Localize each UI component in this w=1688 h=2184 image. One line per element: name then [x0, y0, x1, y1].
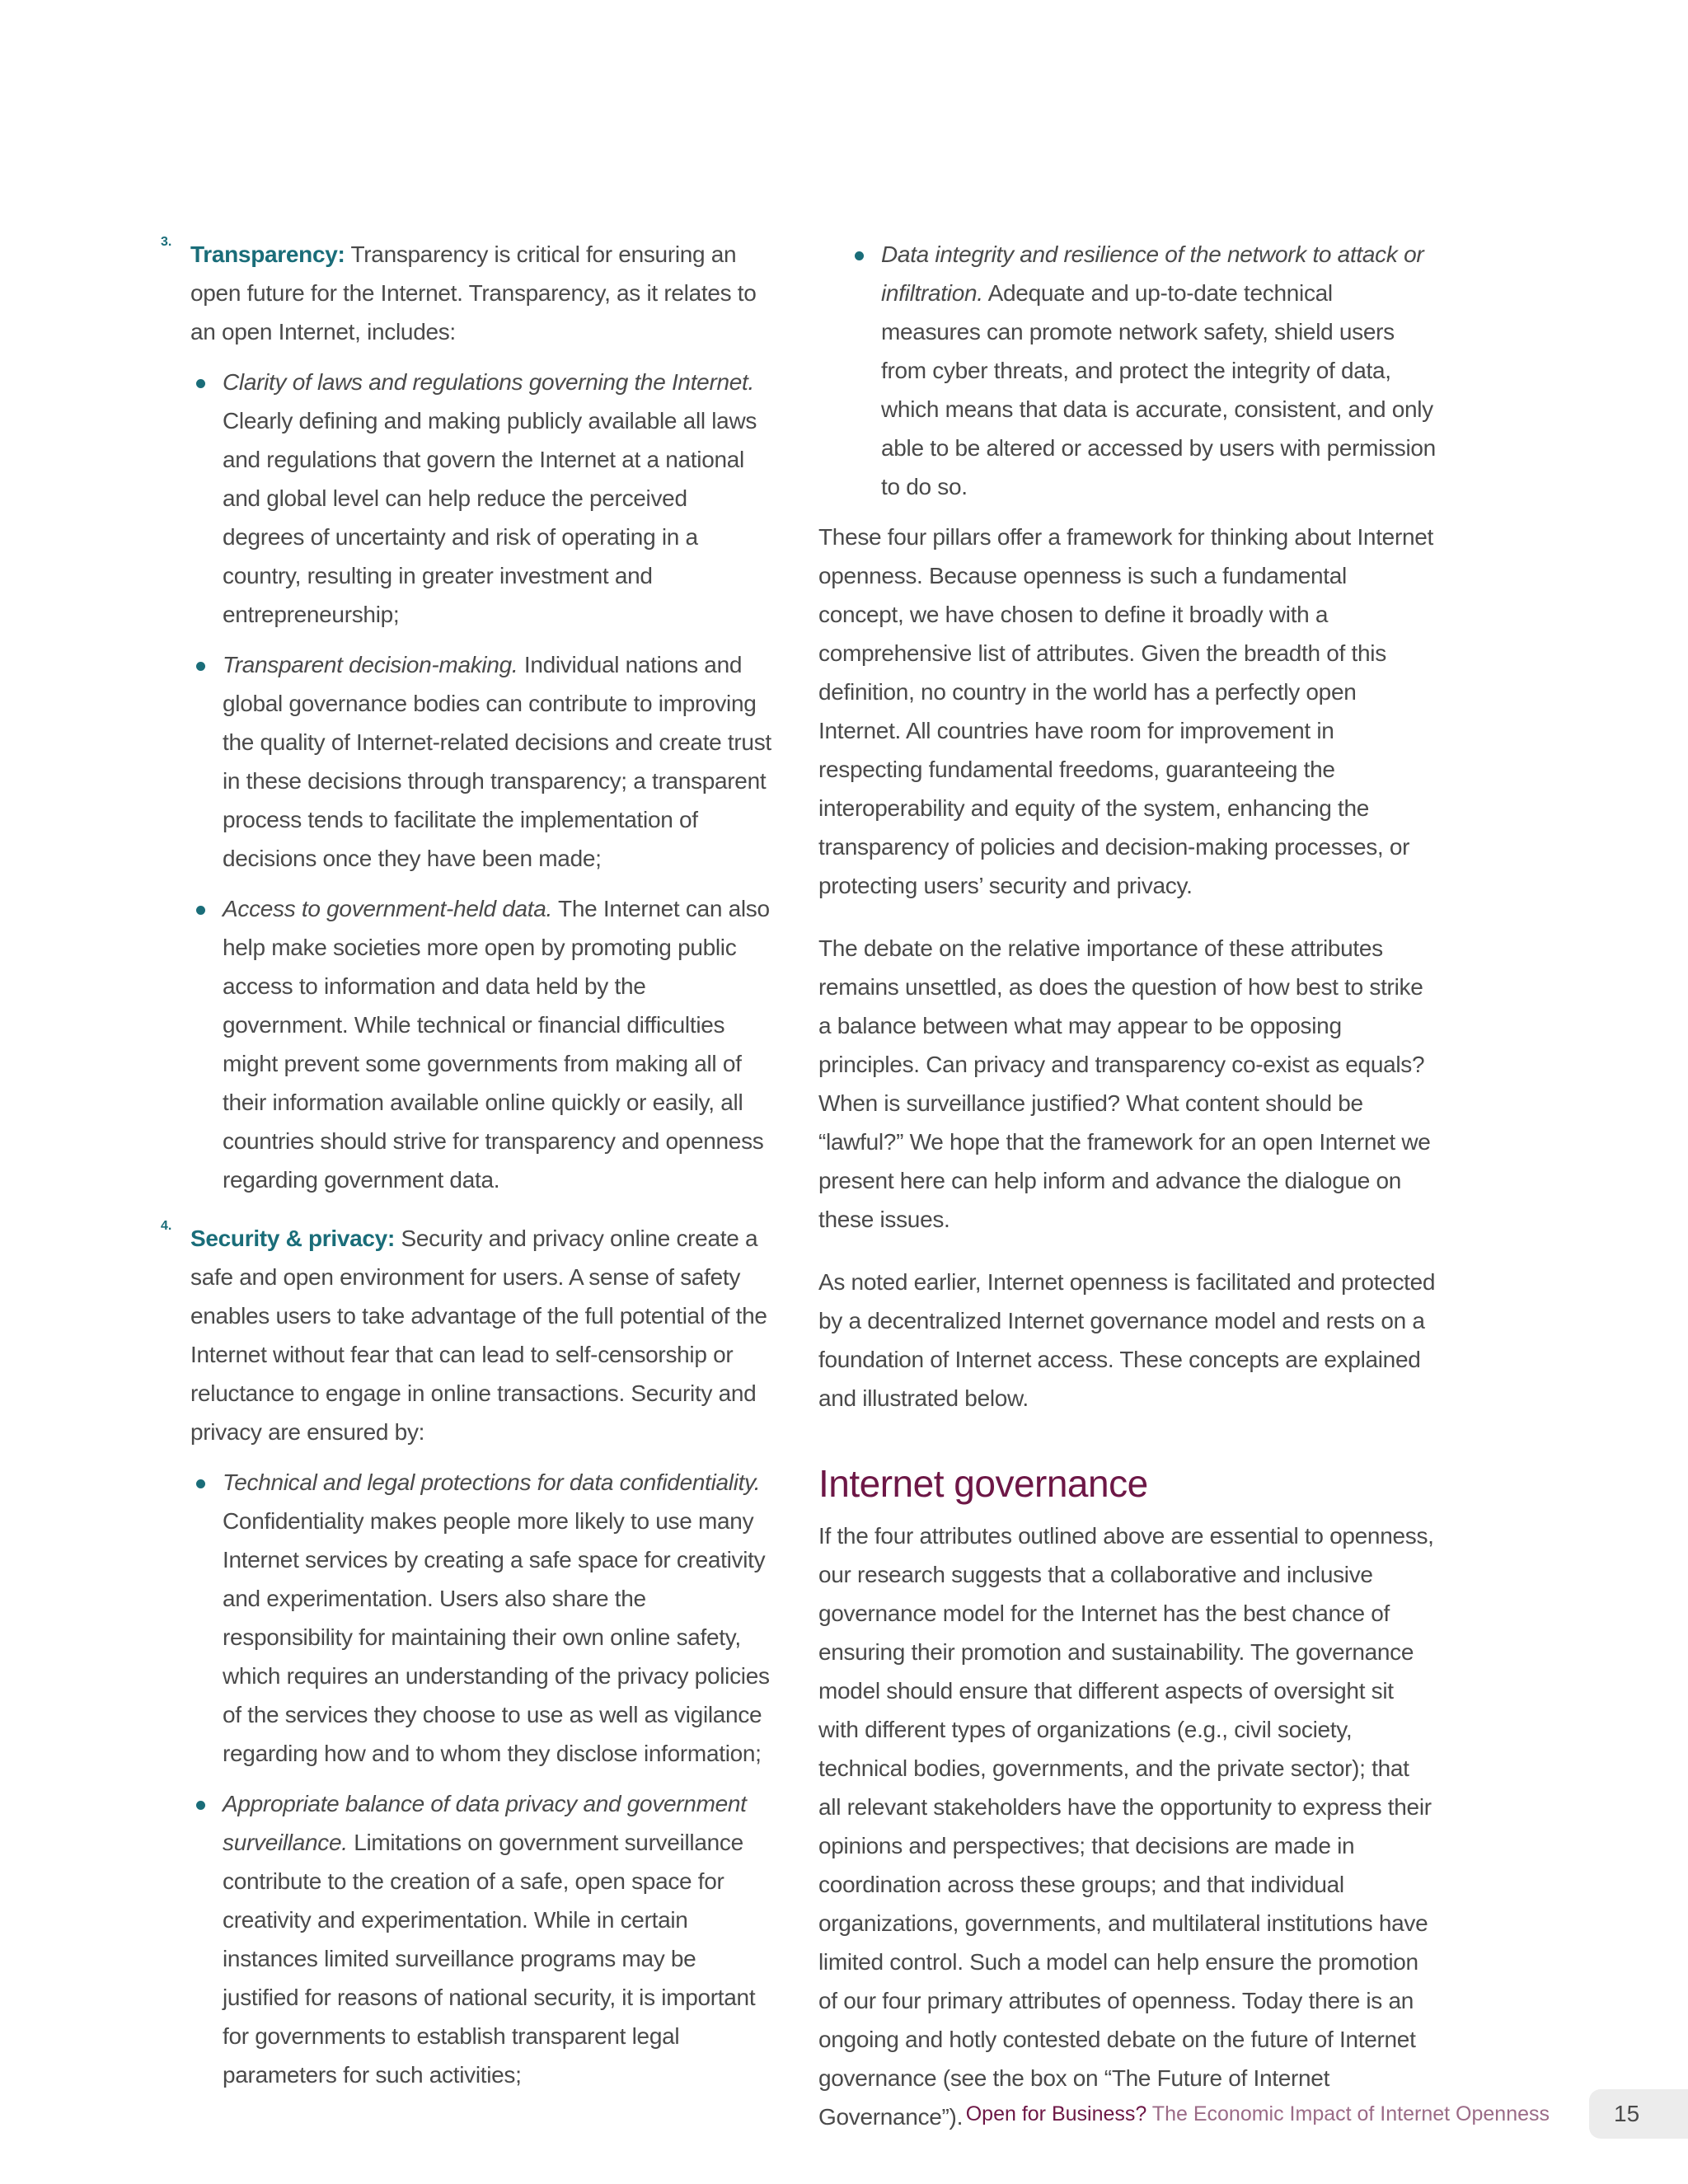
bullet-text: Clearly defining and making publicly available all laws and regulations that govern the Internet at a national and global level can help reduce the perceived degrees of uncertainty and risk of operating in a country, resulting in greater investment and entrepreneurship;	[223, 408, 757, 627]
page-footer	[0, 2089, 1688, 2139]
bullet-text: Individual nations and global governance bodies can contribute to improving the quality of Internet-related decisions and create trust in these decisions through transparency; a transparent process tends to facilitate the implementation of decisions once they have been made;	[223, 652, 771, 871]
running-footer-title	[966, 2097, 1550, 2130]
bullet-lead: Data integrity and resilience of the network to attack or infiltration.	[881, 241, 1424, 306]
bullet-text: Confidentiality makes people more likely to use many Internet services by creating a safe space for creativity and experimentation. Users also share the responsibility for maintaining their own online safety, which requires an understanding of the privacy policies of the services they choose to use as well as vigilance regarding how and to whom they disclose information;	[223, 1508, 770, 1766]
bullet-text: Adequate and up-to-date technical measures can promote network safety, shield users from cyber threats, and protect the integrity of data, which means that data is accurate, consistent, and only able to be altered or accessed by users with permission to do so.	[881, 280, 1436, 499]
bullet-lead: Clarity of laws and regulations governing the Internet.	[223, 369, 754, 395]
list-item	[190, 1784, 775, 2094]
item-title: Transparency:	[190, 241, 345, 267]
bullet-list	[190, 1463, 775, 2094]
bullet-text: The Internet can also help make societies more open by promoting public access to information and data held by the government. While technical or financial difficulties might prevent some governments from making all of their information available online quickly or easily, all countries should strive for transparency and openness regarding government data.	[223, 896, 770, 1193]
body-paragraph: The debate on the relative importance of these attributes remains unsettled, as does the question of how best to strike a balance between what may appear to be opposing principles. Can privacy and transparency co-exist as equals? When is surveillance justified? What content should be “lawful?” We hope that the framework for an open Internet we present here can help inform and advance the dialogue on these issues.	[818, 935, 1431, 1232]
bullet-lead: Appropriate balance of data privacy and government surveillance.	[223, 1791, 747, 1855]
item-intro-text: Transparency is critical for ensuring an open future for the Internet. Transparency, as it relates to an open Internet, includes:	[190, 241, 757, 344]
bullet-text: Limitations on government surveillance contribute to the creation of a safe, open space for creativity and experimentation. While in certain instances limited surveillance programs may be justified for reasons of national security, it is important for governments to establish transparent legal parameters for such activities;	[223, 1830, 756, 2088]
list-item	[190, 645, 775, 878]
body-paragraph: If the four attributes outlined above are essential to openness, our research suggests that a collaborative and inclusive governance model for the Internet has the best chance of ensuring their promotion and sustainability. The governance model should ensure that different aspects of oversight sit with different types of organizations (e.g., civil society, technical bodies, governments, and the private sector); that all relevant stakeholders have the opportunity to express their opinions and perspectives; that decisions are made in coordination across these groups; and that individual organizations, governments, and multilateral institutions have limited control. Such a model can help ensure the promotion of our four primary attributes of openness. Today there is an ongoing and hotly contested debate on the future of Internet governance (see the box on “The Future of Internet Governance”).	[818, 1523, 1434, 2130]
bullet-list	[190, 363, 775, 1199]
section-heading: Internet governance	[818, 1462, 1148, 1505]
item-intro	[190, 235, 775, 351]
footer-title-subtitle: The Economic Impact of Internet Openness	[1146, 2102, 1550, 2125]
body-paragraph: These four pillars offer a framework for thinking about Internet openness. Because openness is such a fundamental concept, we have chosen to define it broadly with a comprehensive list of attributes. Given the breadth of this definition, no country in the world has a perfectly open Internet. All countries have room for improvement in respecting fundamental freedoms, guaranteeing the interoperability and equity of the system, enhancing the transparency of policies and decision-making processes, or protecting users’ security and privacy.	[818, 524, 1434, 898]
page-number-tab	[1589, 2089, 1688, 2139]
page-number: 15	[1614, 2101, 1640, 2126]
item-intro	[190, 1219, 775, 1451]
list-item	[190, 889, 775, 1199]
bullet-lead: Transparent decision-making.	[223, 652, 518, 677]
list-item-transparency	[157, 235, 775, 1199]
list-item-security-privacy	[157, 1219, 775, 2094]
list-number: 4.	[161, 1219, 172, 1233]
list-number: 3.	[161, 235, 172, 249]
item-title: Security & privacy:	[190, 1226, 395, 1251]
body-paragraph: As noted earlier, Internet openness is facilitated and protected by a decentralized Internet governance model and rests on a foundation of Internet access. These concepts are explained and illustrated below.	[818, 1269, 1436, 1411]
item-intro-text: Security and privacy online create a safe and open environment for users. A sense of safety enables users to take advantage of the full potential of the Internet without fear that can lead to self-censorship or reluctance to engage in online transactions. Security and privacy are ensured by:	[190, 1226, 767, 1445]
list-item	[818, 235, 1437, 506]
bullet-lead: Access to government-held data.	[223, 896, 553, 921]
bullet-lead: Technical and legal protections for data confidentiality.	[223, 1469, 761, 1495]
list-item	[190, 1463, 775, 1773]
left-column	[157, 235, 775, 2114]
footer-title-bold: Open for Business?	[965, 2102, 1147, 2125]
bullet-list	[818, 235, 1437, 506]
right-column	[818, 235, 1437, 2160]
list-item	[190, 363, 775, 634]
